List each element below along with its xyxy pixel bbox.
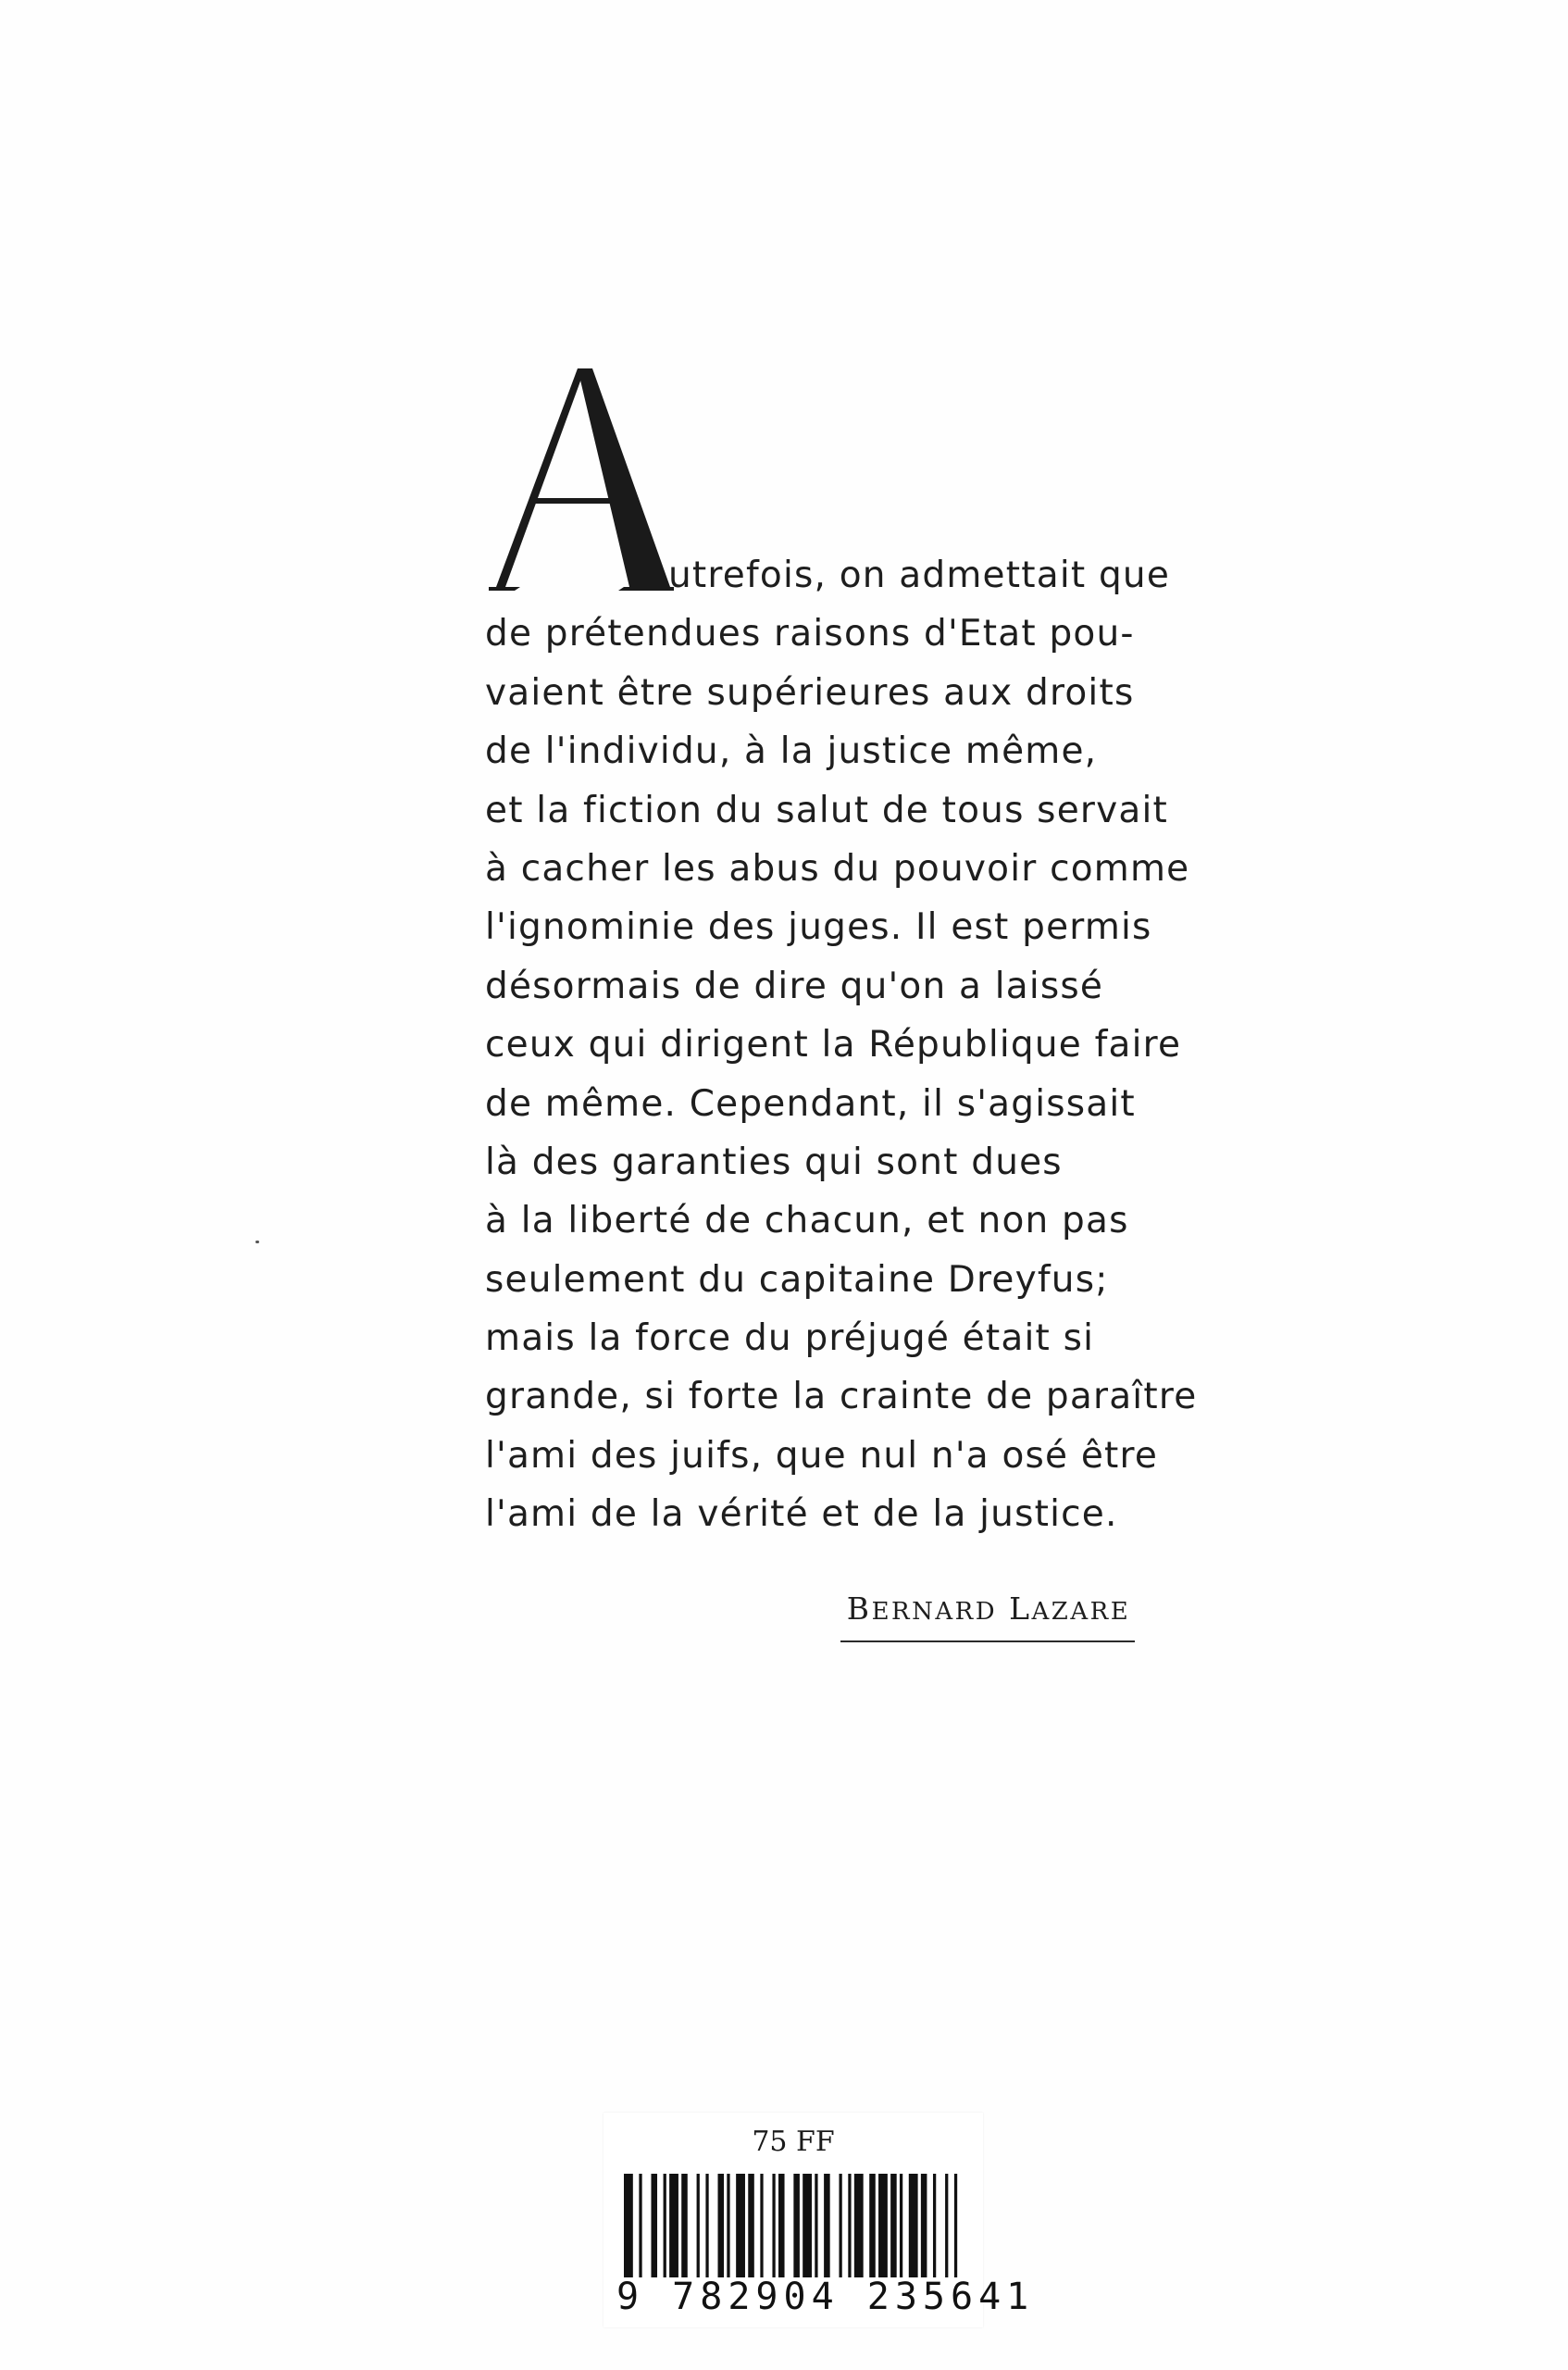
quote-line: l'ami des juifs, que nul n'a osé être (485, 1434, 1159, 1477)
quote-line: seulement du capitaine Dreyfus; (485, 1258, 1109, 1301)
author-first-initial: B (846, 1590, 872, 1627)
price-tag: 75 FF (752, 2126, 835, 2158)
barcode-bar (697, 2174, 700, 2277)
barcode-bar (803, 2174, 812, 2277)
quote-line: utrefois, on admettait que (668, 555, 1171, 596)
barcode-bar (718, 2174, 725, 2277)
barcode-bar (705, 2174, 708, 2277)
author-last-initial: L (1009, 1590, 1032, 1627)
quote-line: et la fiction du salut de tous servait (485, 789, 1169, 831)
barcode-bar (890, 2174, 897, 2277)
barcode-bar (848, 2174, 851, 2277)
print-speck (255, 1241, 259, 1243)
barcode-bar (669, 2174, 678, 2277)
barcode-bar (815, 2174, 817, 2277)
barcode-bar (727, 2174, 729, 2277)
quote-line: de prétendues raisons d'Etat pou- (485, 613, 1135, 655)
barcode-bar (760, 2174, 763, 2277)
quote-line: désormais de dire qu'on a laissé (485, 965, 1104, 1007)
barcode-bar (869, 2174, 876, 2277)
author-last-rest: AZARE (1031, 1598, 1131, 1626)
barcode-bar (824, 2174, 830, 2277)
quote-line: à cacher les abus du pouvoir comme (485, 847, 1190, 890)
quote-line: de même. Cependant, il s'agissait (485, 1082, 1136, 1125)
barcode-bar (639, 2174, 641, 2277)
barcode-bar (900, 2174, 902, 2277)
barcode-bar (736, 2174, 745, 2277)
quote-line: grande, si forte la crainte de paraître (485, 1376, 1198, 1418)
barcode-bar (954, 2174, 957, 2277)
author-first-rest: ERNARD (871, 1598, 998, 1626)
barcode-bar (909, 2174, 918, 2277)
barcode-bar (651, 2174, 657, 2277)
quote-line: mais la force du préjugé était si (485, 1317, 1095, 1360)
quote-text (485, 546, 1198, 1544)
barcode-bar (921, 2174, 927, 2277)
quote-line: là des garanties qui sont dues (485, 1141, 1063, 1183)
isbn-number: 9 782904 235641 (616, 2276, 1035, 2318)
barcode-bar (664, 2174, 666, 2277)
barcode-bar (681, 2174, 688, 2277)
barcode-bar (933, 2174, 936, 2277)
author-underline (840, 1640, 1135, 1642)
quote-line: de l'individu, à la justice même, (485, 730, 1098, 773)
quote-line: l'ignominie des juges. Il est permis (485, 906, 1152, 949)
barcode-bars (624, 2174, 966, 2277)
barcode-bar (945, 2174, 948, 2277)
quote-line: ceux qui dirigent la République faire (485, 1024, 1182, 1066)
barcode-bar (772, 2174, 775, 2277)
author-name (839, 1590, 1139, 1627)
quote-line: l'ami de la vérité et de la justice. (485, 1493, 1118, 1536)
quote-line: vaient être supérieures aux droits (485, 671, 1135, 714)
barcode-bar (839, 2174, 841, 2277)
barcode-bar (778, 2174, 785, 2277)
quote-line: à la liberté de chacun, et non pas (485, 1200, 1129, 1242)
barcode-bar (854, 2174, 864, 2277)
barcode-bar (878, 2174, 888, 2277)
barcode-bar (624, 2174, 633, 2277)
barcode-label (604, 2113, 1035, 2327)
barcode-bar (793, 2174, 800, 2277)
barcode-bar (748, 2174, 754, 2277)
